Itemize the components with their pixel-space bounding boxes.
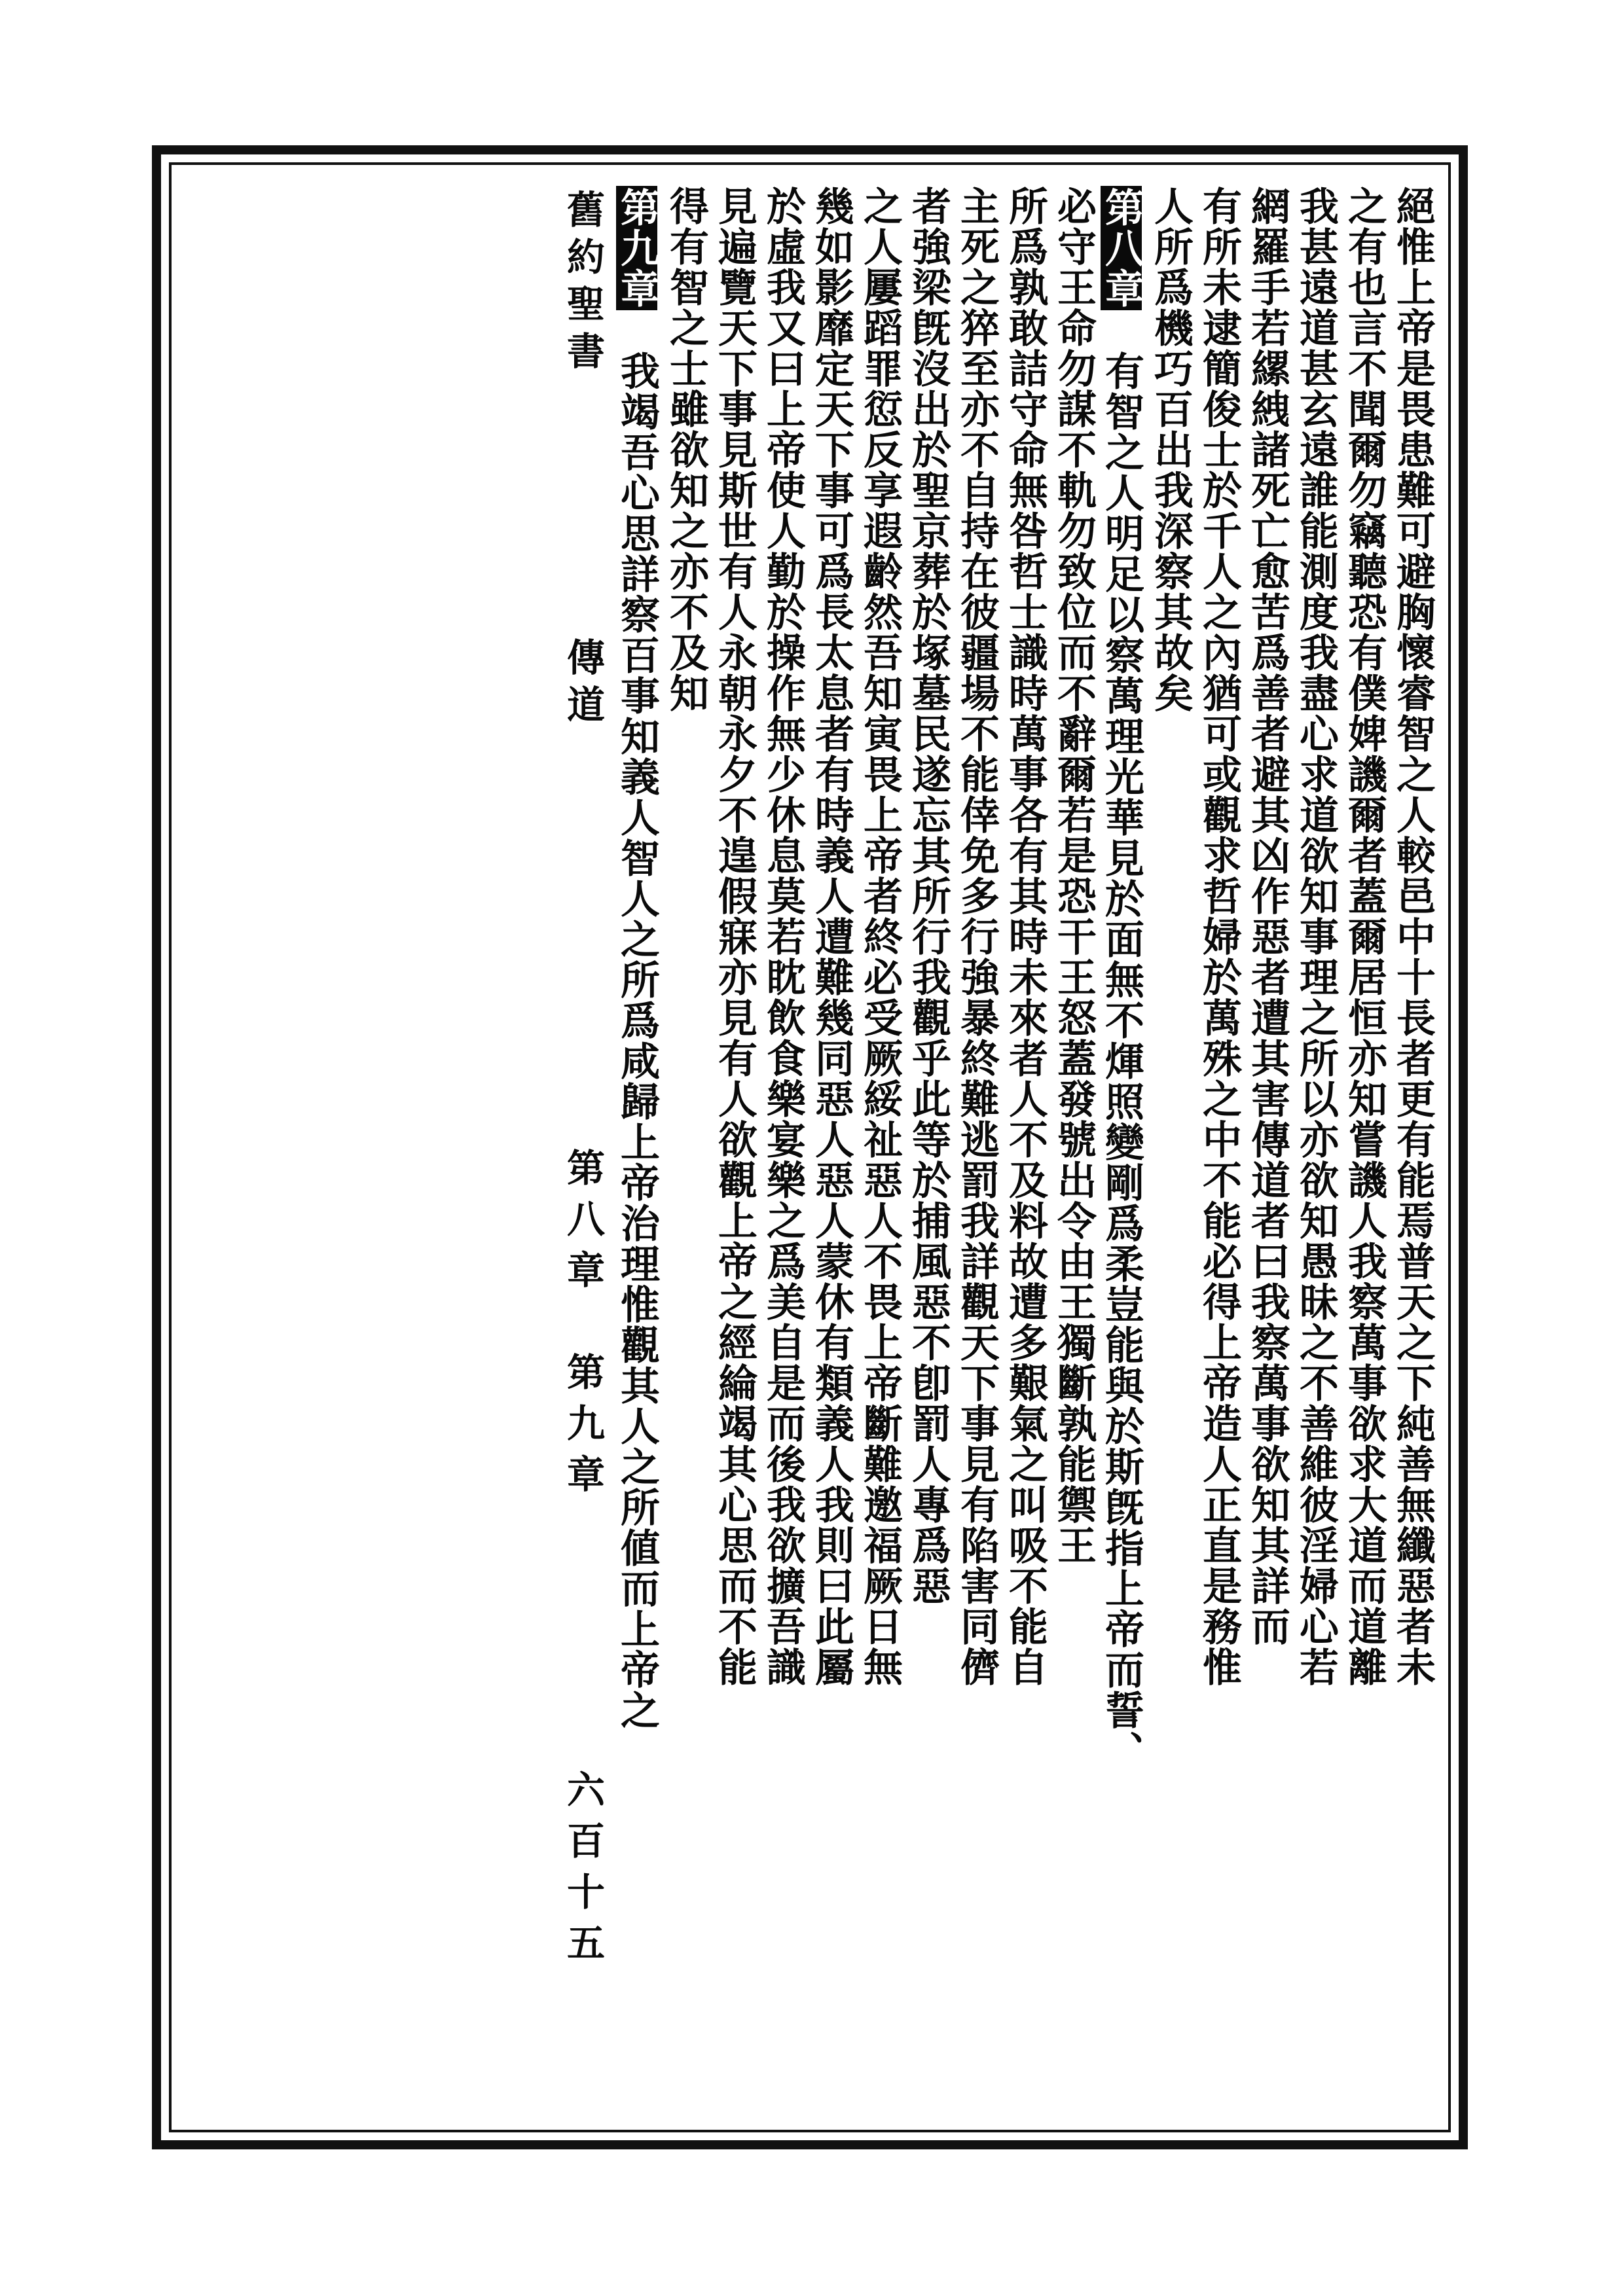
text-column: 見遍覽天下事見斯世有人永朝永夕不遑假寐亦見有人欲觀上帝之經綸竭其心思而不能 bbox=[712, 186, 757, 1687]
text-column: 我甚遠道甚玄遠誰能測度我盡心求道欲知事理之所以亦欲知愚昧之不善維彼淫婦心若 bbox=[1293, 186, 1339, 1687]
text-column: 之有也言不聞爾勿竊聽恐有僕婢譏爾者蓋爾居恒亦知嘗譏人我察萬事欲求大道而道離 bbox=[1341, 186, 1387, 1687]
text-column: 得有智之士雖欲知之亦不及知 bbox=[663, 186, 709, 713]
section-title: 傳道 bbox=[560, 637, 605, 732]
vertical-text-block bbox=[181, 174, 1439, 2121]
text-column: 所爲孰敢詰守命無咎哲士識時萬事各有其時未來者人不及料故遭多艱氣之叫吸不能自 bbox=[1002, 186, 1048, 1687]
book-title: 舊約聖書 bbox=[560, 190, 605, 378]
text-column: 幾如影靡定天下事可爲長太息者有時義人遭難幾同惡人惡人蒙休有類義人我則曰此屬 bbox=[809, 186, 854, 1687]
text-column: 主死之猝至亦不自持在彼疆場不能倖免多行強暴終難逃罰我詳觀天下事見有陷害同儕 bbox=[954, 186, 1000, 1687]
chapter-marker: 第九章 bbox=[614, 187, 660, 309]
text-column: 於虛我又曰上帝使人勤於操作無少休息莫若眈飲食樂宴樂之爲美自是而後我欲擴吾識 bbox=[760, 186, 806, 1687]
chapter-range: 第八章 第九章 bbox=[560, 1148, 605, 1505]
text-column: 者強梁旣沒出於聖京葬於塚墓民遂忘其所行我觀乎此等於捕風惡不卽罰人專爲惡 bbox=[905, 186, 951, 1606]
text-column: 之人屢蹈罪愆反享遐齡然吾知寅畏上帝者終必受厥綏祉惡人不畏上帝斷難邀福厥日無 bbox=[857, 186, 903, 1687]
text-column: 網羅手若縲絏諸死亡愈苦爲善者避其凶作惡者遭其害傳道者曰我察萬事欲知其詳而 bbox=[1245, 186, 1290, 1647]
page-footer bbox=[549, 186, 609, 2084]
text-column-chapter-nine: 第九章 我竭吾心思詳察百事知義人智人之所爲咸歸上帝治理惟觀其人之所値而上帝之 bbox=[614, 187, 660, 1731]
page-number: 六百十五 bbox=[560, 1770, 605, 1974]
text-column-chapter-eight: 第八章 有智之人明足以察萬理光華見於面無不煇照變剛爲柔豈能與於斯旣指上帝而誓、 bbox=[1099, 187, 1144, 1771]
text-column: 必守王命勿謀不軌勿致位而不辭爾若是恐干王怒蓋發號出令由王獨斷孰能禦王 bbox=[1051, 186, 1097, 1566]
text-column: 人所爲機巧百出我深察其故矣 bbox=[1148, 186, 1194, 713]
text-column: 有所未逮簡俊士於千人之內猶可或觀求哲婦於萬殊之中不能必得上帝造人正直是務惟 bbox=[1196, 186, 1242, 1687]
chapter-marker: 第八章 bbox=[1099, 187, 1144, 309]
text-column: 絕惟上帝是畏患難可避胸懷睿智之人較邑中十長者更有能焉普天之下純善無纖惡者未 bbox=[1390, 186, 1436, 1687]
